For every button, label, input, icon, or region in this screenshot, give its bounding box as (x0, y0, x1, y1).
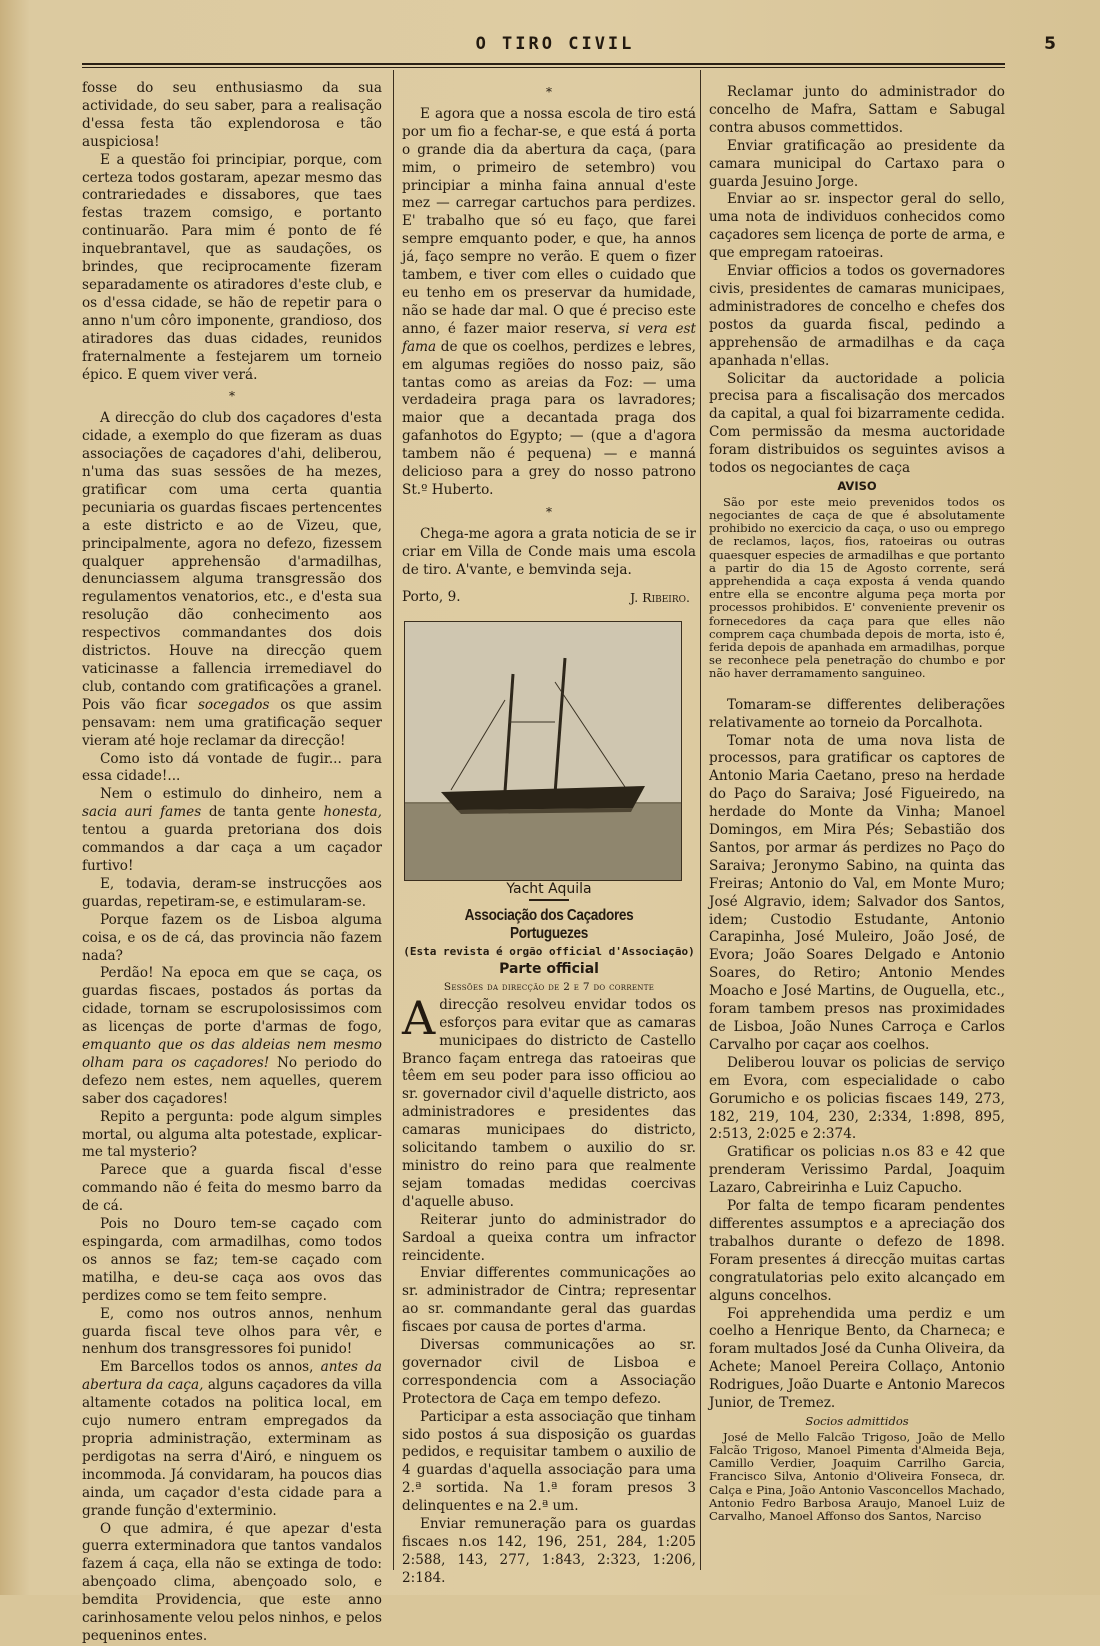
text-run: Nem o estimulo do dinheiro, nem a (100, 786, 382, 803)
paragraph: Por falta de tempo ficaram pendentes differentes assumptos e a apreciação dos trabalhos durante o defezo de 1898. Foram presentes á direcção muitas cartas congratulatorias pelo exito alcançado em alguns concelhos. (709, 1198, 1005, 1304)
paragraph (82, 786, 382, 876)
section-separator: * (546, 85, 552, 99)
paragraph (402, 106, 696, 500)
text-run: de que os coelhos, perdizes e lebres, em algumas regiões do nosso paiz, são tantas como as areias da Foz: — uma verdadeira praga para os lavradores; maior que a decantada praga dos gafanhotos do Egypto; — (que a d'agora tambem não é pequena) — e manná delicioso para a grey do nosso patrono St.º Huberto. (402, 338, 696, 498)
paragraph: Enviar ao sr. inspector geral do sello, uma nota de individuos conhecidos como caçadores sem licença de porte de arma, e que empregam ratoeiras. (709, 191, 1005, 262)
signature-author: J. Ribeiro. (630, 590, 690, 606)
italic-run: socegados (197, 696, 270, 713)
sea (405, 802, 681, 880)
header-rule (82, 63, 1005, 65)
paragraph: Chega-me agora a grata noticia de se ir criar em Villa de Conde mais uma escola de tiro. A'vante, e bemvinda seja. (402, 525, 696, 578)
paragraph (82, 965, 382, 1108)
paragraph: Parece que a guarda fiscal d'esse commando não é feita do mesmo barro da de cá. (82, 1162, 382, 1215)
text-run: Perdão! Na epoca em que se caça, os guardas fiscaes, postados ás portas da cidade, tornam se escrupolosissimos com as licenças de porte d'armas de fogo, (82, 965, 382, 1036)
paragraph: Pois no Douro tem-se caçado com espingarda, com armadilhas, como todos os annos se faz; tem-se caçado com matilha, e deu-se caça aos ovos das perdizes como se tem feito sempre. (82, 1216, 382, 1304)
paragraph: Enviar officios a todos os governadores civis, presidentes de camaras municipaes, administradores de concelho e chefes dos postos da guarda fiscal, pedindo a apprehensão de armadilhas e da caça apanhada n'ellas. (709, 263, 1005, 369)
paragraph: Enviar gratificação ao presidente da camara municipal do Cartaxo para o guarda Jesuino Jorge. (709, 137, 1005, 190)
page-number: 5 (1044, 34, 1056, 54)
text-run: E agora que a nossa escola de tiro está por um fio a fechar-se, e que está á porta o grande dia da abertura da caça, (para mim, o primeiro de setembro) vou principiar a minha faina annual d'este mez — carregar cartuchos para perdizes. E' trabalho que só eu faço, que farei sempre emquanto poder, e que, ha annos já, faço sempre no verão. E quem o fizer tambem, e tiver com elles o cuidado que eu tenho em os preservar da humidade, não se hade dar mal. O que é preciso este anno, é fazer maior reserva, (402, 105, 696, 337)
paragraph: Tomaram-se differentes deliberações relativamente ao torneio da Porcalhota. (709, 696, 1005, 731)
spacer (709, 681, 1005, 697)
text-run: os que assim pensavam: nem uma gratificação sequer vieram até hoje reclamar da direcção! (82, 696, 383, 749)
notice-body (709, 496, 1005, 681)
paragraph (82, 410, 382, 750)
association-heading: Associação dos Caçadores Portuguezes (464, 907, 634, 943)
paragraph: Foi apprehendida uma perdiz e um coelho a Henrique Bento, da Charneca; e foram multados José da Cunha Oliveira, da Achete; Manoel Pereira Collaço, Antonio Rodrigues, João Duarte e Antonio Marecos Junior, de Tremez. (709, 1305, 1005, 1412)
text-run: A direcção do club dos caçadores d'esta cidade, a exemplo do que fizeram as duas associações de caçadores d'ahi, deliberou, n'uma das suas sessões de ha mezes, gratificar com uma certa quantia pecuniaria os guardas fiscaes pertencentes a este districto e ao de Vizeu, que, principalmente, agora no defezo, fizessem qualquer apprehensão d'armadilhas, denunciassem alguma transgressão dos regulamentos venatorios, etc., e d'esta sua resolução dão conhecimento aos respectivos commandantes dos dois districtos. Houve na direcção quem vaticinasse a fallencia irremediavel do club, contando com gratificações a granel. Pois vão ficar (82, 410, 382, 713)
paragraph: São por este meio prevenidos todos os negociantes de caça de que é absolutamente prohibido no exercicio da caça, o uso ou emprego de reclamos, laços, fios, ratoeiras ou outras quaesquer especies de armadilhas e que portanto a partir do dia 15 de Agosto corrente, será apprehendida a caça exposta á venda quando entre ella se encontre alguma peça morta por processos prohibidos. E' conveniente prevenir os fornecedores da caça para que elles não comprem caça chumbada depois de morta, isto é, ferida depois de apanhada em armadilhas, porque se reconhece pela penetração do chumbo e por não haver derramamento sanguineo. (709, 494, 1005, 681)
association-subheading: (Esta revista é orgão official d'Associação) (403, 945, 695, 959)
sessions-heading: Sessões da direcção de 2 e 7 do corrente (443, 980, 655, 993)
italic-run: si vera est fama (402, 320, 696, 355)
notice-heading: AVISO (837, 478, 877, 493)
members-heading: Socios admittidos (805, 1413, 909, 1428)
section-separator: * (229, 389, 235, 404)
paragraph: Tomar nota de uma nova lista de processos, para gratificar os captores de Antonio Maria Caetano, preso na herdade do Paço do Saraiva; José Figueiredo, na herdade do Monte da Vinha; Manoel Domingos, em Mira Pés; Sebastião dos Santos, por armar ás perdizes no Paço do Saraiva; Jeronymo Sabino, na quinta das Freiras; Antonio do Val, em Monte Muro; José Algravio, idem; Salvador dos Santos, idem; Custodio Estudante, Antonio Carapinha, José Muleiro, João José, de Evora; João Soares Delgado e Antonio Soares, do Retiro; Antonio Mendes Moacho e José Martins, de Ouguella, etc., foram tambem presos nas proximidades de Lisboa, João Nunes Carroça e Carlos Carvalho por caçar aos coelhos. (709, 732, 1005, 1053)
paragraph (82, 1359, 382, 1520)
paragraph: Enviar remuneração para os guardas fiscaes n.os 142, 196, 251, 284, 1:205 2:588, 143, 277, 1:843, 2:323, 1:206, 2:184. (402, 1516, 696, 1586)
paragraph: Repito a pergunta: pode algum simples mortal, ou alguma alta potestade, explicar-me tal mysterio? (82, 1108, 382, 1161)
paragraph: E a questão foi principiar, porque, com certeza todos gostaram, apezar mesmo das contrariedades e dissabores, que taes festas trazem comsigo, e portanto continuarão. Para mim é ponto de fé inquebrantavel, que as saudações, os brindes, que reciprocamente fizeram separadamente os atiradores d'este club, e os d'essa cidade, se hão de repetir para o anno n'um côro imponente, grandioso, dos atiradores das duas cidades, reunidos fraternalmente a festejarem um torneio épico. E quem viver verá. (82, 151, 382, 383)
section-rule (529, 899, 569, 901)
paragraph: José de Mello Falcão Trigoso, João de Mello Falcão Trigoso, Manoel Pimenta d'Almeida Beja, Camillo Verdier, Joaquim Carrilho Garcia, Francisco Silva, Antonio d'Oliveira Fonseca, dr. Calça e Pina, João Antonio Vasconcellos Machado, Antonio Fedro Barbosa Araujo, Manoel Luiz de Carvalho, Manoel Affonso dos Santos, Narciso (709, 1429, 1005, 1524)
section-separator: * (546, 504, 552, 519)
paragraph: Enviar differentes communicações ao sr. administrador de Cintra; representar ao sr. commandante geral das guardas fiscaes por causa de portes d'arma. (402, 1265, 696, 1336)
italic-run: emquanto que os das aldeias nem mesmo olham para os caçadores! (82, 1037, 382, 1071)
paragraph: Solicitar da auctoridade a policia precisa para a fiscalisação dos mercados da capital, a qual foi bizarramente cedida. Com permissão da mesma auctoridade foram distribuidos os seguintes avisos a todos os negociantes de caça (709, 370, 1005, 477)
column-divider-2 (700, 70, 701, 1570)
italic-run: sacia auri fames (82, 804, 202, 821)
paragraph: O que admira, é que apezar d'esta guerra exterminadora que tantos vandalos fazem á caça, ella não se extinga de todo: abençoado clima, abençoado solo, e bemdita Providencia, que este anno carinhosamente velou pelos ninhos, e pelos pequeninos entes. (82, 1520, 382, 1644)
column-divider-1 (393, 70, 394, 1570)
italic-run: antes da abertura da caça, (82, 1359, 382, 1394)
paragraph: fosse do seu enthusiasmo da sua actividade, do seu saber, para a realisação d'essa festa tão explendorosa e tão auspiciosa! (82, 80, 382, 150)
column-3 (709, 84, 1005, 1523)
sky (405, 622, 681, 802)
signature-line (402, 579, 696, 607)
italic-run: honesta, (323, 804, 382, 821)
masthead-title: O TIRO CIVIL (475, 34, 635, 54)
text-run: direcção resolveu envidar todos os esforços para evitar que as camaras municipaes do districto de Castello Branco façam entrega das ratoeiras que têem em seu poder para isso officiou ao sr. governador civil d'aquelle districto, aos administradores e presidentes das camaras municipaes do districto, solicitando tambem o auxilio do sr. ministro do reino para que realmente sejam tomadas medidas coercivas d'aquelle abuso. (402, 996, 696, 1210)
paragraph: Gratificar os policias n.os 83 e 42 que prenderam Verissimo Pardal, Joaquim Lazaro, Cabreirinha e Luiz Capucho. (709, 1144, 1005, 1197)
text-run: de tanta gente (208, 804, 316, 821)
paragraph: Porque fazem os de Lisboa alguma coisa, e os de cá, das provincia não fazem nada? (82, 911, 382, 964)
paragraph: Reclamar junto do administrador do concelho de Mafra, Sattam e Sabugal contra abusos commettidos. (709, 84, 1005, 136)
paragraph: E, todavia, deram-se instrucções aos guardas, repetiram-se, e estimularam-se. (82, 875, 382, 910)
text-run: Em Barcellos todos os annos, (100, 1359, 314, 1376)
paragraph: Participar a esta associação que tinham sido postos á sua disposição os guardas pedidos, e requisitar tambem o auxilio de 4 guardas d'aquella associação para uma 2.ª sortida. Na 1.ª foram presos 3 delinquentes e na 2.ª um. (402, 1408, 696, 1515)
drop-cap: A (402, 990, 436, 1045)
section-heading: Parte official (499, 961, 599, 977)
text-run: alguns caçadores da villa altamente cotados na politica local, em cujo numero entram empregados da propria administração, exterminam as perdigotas na serra d'Airó, e ninguem os incommoda. Já convidaram, ha poucos dias ainda, um caçador d'esta cidade para a grande função d'exterminio. (82, 1377, 382, 1519)
paragraph (402, 990, 696, 1212)
paragraph: Deliberou louvar os policias de serviço em Evora, com especialidade o cabo Gorumicho e os policias fiscaes 149, 273, 182, 219, 104, 230, 2:334, 1:898, 895, 2:513, 2:025 e 2:374. (709, 1054, 1005, 1143)
paragraph: E, como nos outros annos, nenhum guarda fiscal teve olhos para vêr, e nenhum dos transgressores foi punido! (82, 1305, 382, 1358)
text-run: No periodo do defezo nem estes, nem aquelles, querem saber dos caçadores! (82, 1054, 382, 1107)
signature-place: Porto, 9. (402, 589, 461, 606)
yacht-illustration (405, 622, 681, 880)
page-header (40, 32, 1070, 62)
paragraph: Diversas communicações ao sr. governador civil de Lisboa e correspondencia com a Associação Protectora de Caça em tempo defezo. (402, 1337, 696, 1407)
members-list (709, 1431, 1005, 1523)
header-rule-thin (82, 67, 1005, 68)
paragraph: Como isto dá vontade de fugir... para essa cidade!... (82, 750, 382, 785)
column-2 (402, 80, 696, 1588)
column-1 (82, 80, 382, 1646)
text-run: tentou a guarda pretoriana dos dois commandos a dar caça a um caçador furtivo! (82, 822, 382, 874)
yacht-photograph (404, 621, 682, 881)
paragraph: Reiterar junto do administrador do Sardoal a queixa contra um infractor reincidente. (402, 1211, 696, 1264)
photo-caption: Yacht Aquila (506, 881, 592, 898)
